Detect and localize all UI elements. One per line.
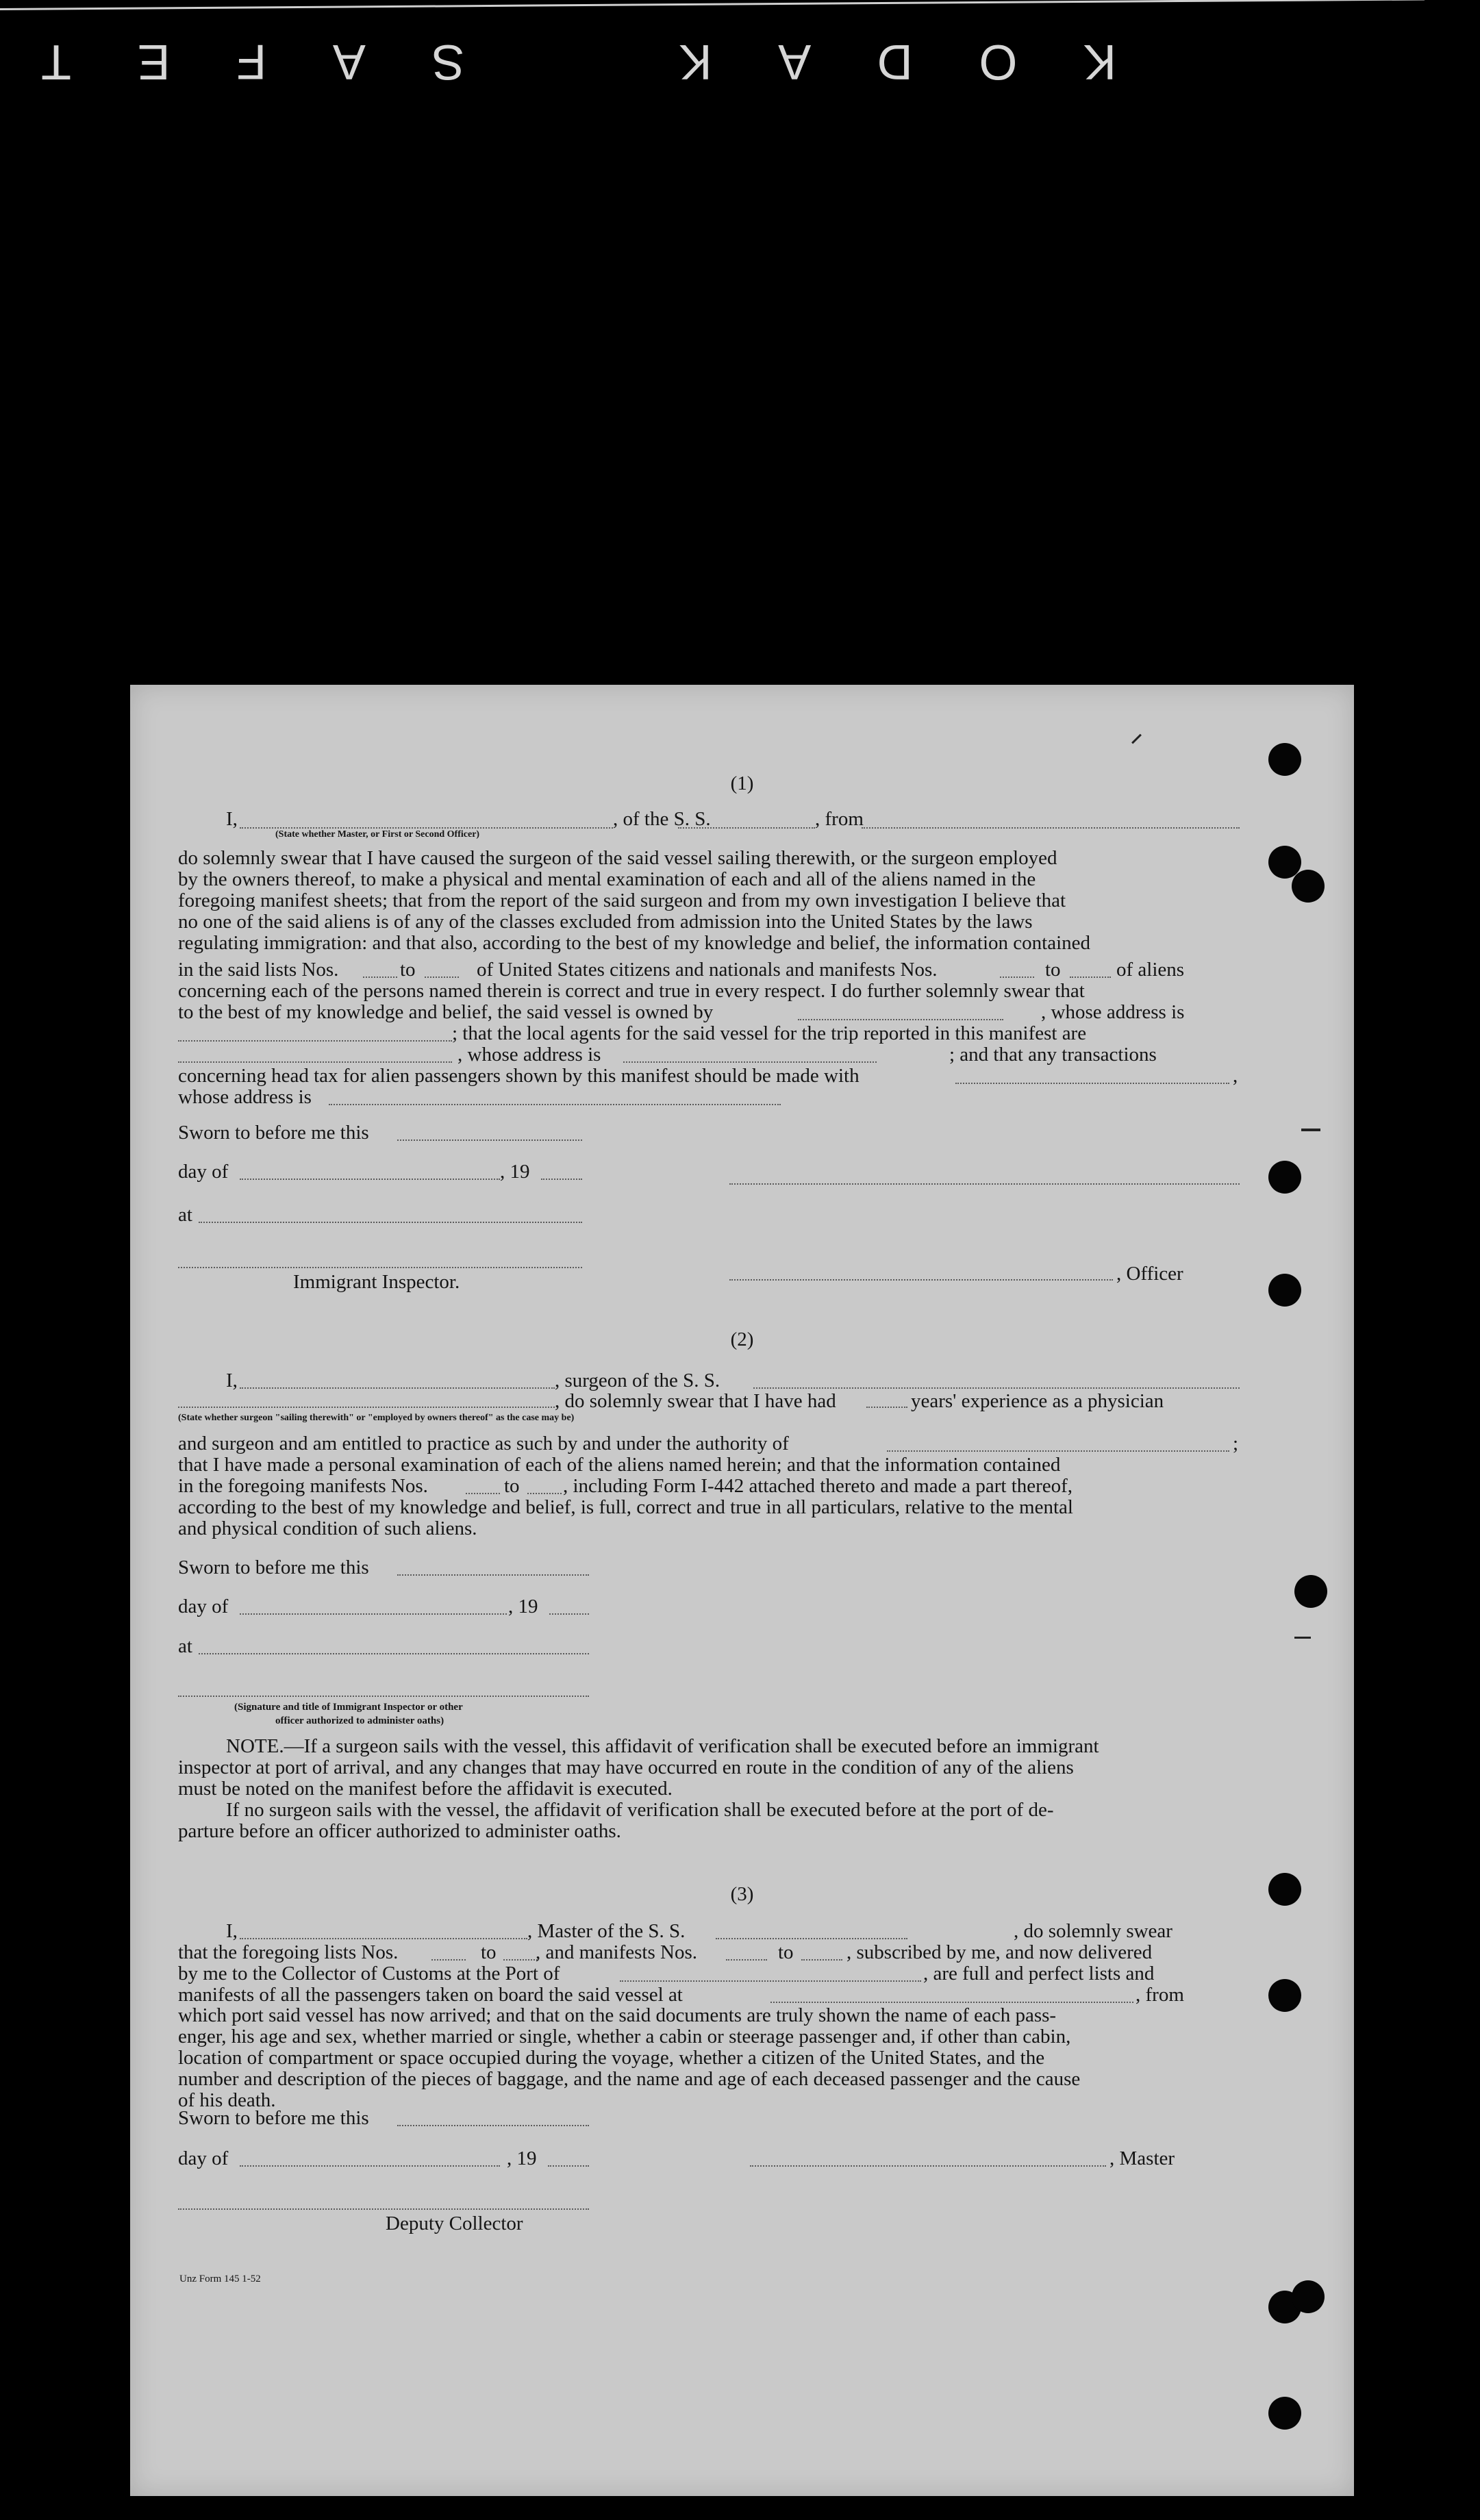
s2-day-of: day of [178,1596,229,1617]
s2-sig-note-2: officer authorized to administer oaths) [275,1715,444,1726]
s1-at: at [178,1204,192,1226]
signature-blank [178,1696,589,1697]
s1-l7: concerning each of the persons named therein is correct and true in every respect. I do further solemnly swear that [178,980,1085,1002]
blank [240,1387,555,1389]
s1-officer-blank [240,827,613,829]
s1-l6b: to [400,959,416,981]
edge-letter: O [979,34,1018,89]
inspector-sign-blank [178,1267,582,1268]
binder-hole [1268,2397,1301,2430]
s3-l2d: to [778,1941,794,1963]
blank [753,1387,1240,1389]
blank [548,2165,589,2167]
edge-letter: E [137,34,171,89]
blank [425,977,459,978]
blank [397,1574,589,1576]
s3-line: which port said vessel has now arrived; and that on the said documents are truly shown the name of each pass- [178,2004,1057,2026]
s1-l12: whose address is [178,1086,312,1108]
s1-l10b: ; and that any transactions [949,1044,1157,1066]
s2-sig-note-1: (Signature and title of Immigrant Inspector or other [234,1702,463,1713]
edge-letter: K [1083,34,1116,89]
section-2-number: (2) [730,1328,754,1350]
blank [363,977,397,978]
s3-collector: Deputy Collector [386,2213,523,2234]
s3-line: number and description of the pieces of baggage, and the name and age of each deceased passenger and the cause [178,2068,1081,2090]
blank [541,1179,582,1180]
blank [887,1450,1229,1452]
s1-line: regulating immigration: and that also, according to the best of my knowledge and belief, the information contained [178,932,1091,954]
blank [466,1493,500,1494]
section-1-number: (1) [730,772,754,794]
blank [770,2002,1133,2003]
s3-l2c: , and manifests Nos. [536,1941,697,1963]
manifest-affidavit-page [130,685,1354,2496]
blank [240,1179,500,1180]
blank [527,1493,562,1494]
s2-note-1: NOTE.—If a surgeon sails with the vessel, this affidavit of verification shall be executed before an immigrant [226,1735,1099,1757]
s1-l6a: in the said lists Nos. [178,959,339,981]
s2-l6: according to the best of my knowledge and belief, is full, correct and true in all particulars, relative to the mental [178,1496,1073,1518]
s1-l8b: , whose address is [1041,1001,1185,1023]
blank [397,2125,589,2126]
s1-l11b: , [1233,1065,1238,1087]
s3-l2e: , subscribed by me, and now delivered [846,1941,1153,1963]
s2-l5c: , including Form I-442 attached thereto and made a part thereof, [563,1475,1073,1497]
s1-l10a: , whose address is [457,1044,601,1066]
blank [431,1959,466,1961]
margin-mark [1301,1129,1320,1131]
master-sign-blank [750,2165,1106,2167]
blank [716,1938,907,1939]
binder-hole [1268,1161,1301,1194]
s2-note-4: If no surgeon sails with the vessel, the affidavit of verification shall be executed before at the port of de- [226,1799,1054,1821]
edge-letter: A [332,34,366,89]
s1-line: no one of the said aliens is of any of the classes excluded from admission into the United States by the laws [178,911,1033,933]
s1-day-of: day of [178,1161,229,1183]
s1-l11a: concerning head tax for alien passengers shown by this manifest should be made with [178,1065,860,1087]
blank [178,1061,452,1063]
blank [549,1613,589,1615]
edge-letter: A [778,34,812,89]
s1-l6c: of United States citizens and nationals and manifests Nos. [477,959,938,981]
s2-l5b: to [504,1475,520,1497]
s1-line: foregoing manifest sheets; that from the report of the said surgeon and from my own investigation I believe that [178,890,1066,911]
s2-swear-a: , do solemnly swear that I have had [555,1390,836,1412]
s1-body [178,848,1241,954]
blank [240,1938,527,1939]
s1-l8a: to the best of my knowledge and belief, the said vessel is owned by [178,1001,714,1023]
s3-master-of: , Master of the S. S. [527,1920,686,1942]
collector-sign-blank [178,2208,589,2210]
blank [801,1959,842,1961]
blank [726,1959,767,1961]
s3-l4b: , from [1136,1984,1184,2006]
signature-blank [729,1183,1240,1185]
s2-l5a: in the foregoing manifests Nos. [178,1475,428,1497]
blank [798,1019,1003,1020]
binder-hole [1294,1575,1327,1608]
blank [178,1407,555,1408]
s1-nineteen: , 19 [500,1161,530,1183]
blank [1070,977,1111,978]
s2-at: at [178,1635,192,1657]
s2-swear-b: years' experience as a physician [911,1390,1164,1412]
s1-from-blank [862,827,1240,829]
s3-body [178,2005,1241,2090]
s1-vessel-blank [678,827,815,829]
s1-line: by the owners thereof, to make a physical and mental examination of each and all of the aliens named in the [178,868,1036,890]
officer-sign-blank [729,1279,1113,1281]
s2-note-3: must be noted on the manifest before the affidavit is executed. [178,1778,673,1800]
s1-lead-i: I, [226,808,238,830]
blank [866,1407,907,1408]
s3-line: location of compartment or space occupied during the voyage, whether a citizen of the United States, and the [178,2047,1045,2069]
edge-letter: D [877,34,913,89]
s1-officer-note: (State whether Master, or First or Second Officer) [275,829,480,840]
margin-mark [1294,1637,1311,1639]
edge-letter: F [236,34,267,89]
s1-line: do solemnly swear that I have caused the surgeon of the said vessel sailing therewith, or the surgeon employed [178,847,1057,869]
s3-l3a: by me to the Collector of Customs at the Port of [178,1963,560,1985]
binder-hole [1268,743,1301,776]
s2-note-2: inspector at port of arrival, and any changes that may have occurred en route in the condition of any of the aliens [178,1756,1074,1778]
blank [199,1222,582,1223]
film-edge-line [0,0,1425,10]
binder-hole [1268,1274,1301,1307]
s1-inspector: Immigrant Inspector. [293,1271,460,1293]
section-3-number: (3) [730,1883,754,1905]
s2-note-5: parture before an officer authorized to administer oaths. [178,1820,621,1842]
s3-l2b: to [481,1941,497,1963]
blank [329,1104,781,1105]
s2-surgeon-of: , surgeon of the S. S. [555,1370,720,1391]
blank [397,1139,582,1141]
s3-l4a: manifests of all the passengers taken on board the said vessel at [178,1984,683,2006]
s2-l7: and physical condition of such aliens. [178,1517,477,1539]
s1-officer: , Officer [1116,1263,1183,1285]
blank [620,1980,921,1982]
s3-l2a: that the foregoing lists Nos. [178,1941,399,1963]
s2-l3a: and surgeon and am entitled to practice as such by and under the authority of [178,1433,789,1454]
s2-lead-i: I, [226,1370,238,1391]
s2-l4: that I have made a personal examination of each of the aliens named herein; and that the information contained [178,1454,1061,1476]
s3-line: enger, his age and sex, whether married or single, whether a cabin or steerage passenger and, if other than cabin, [178,2026,1071,2048]
s2-surgeon-note: (State whether surgeon "sailing therewith" or "employed by owners thereof" as the case may be) [178,1413,575,1423]
s1-from: , from [815,808,864,830]
s3-sworn: Sworn to before me this [178,2107,369,2129]
binder-hole [1292,2280,1325,2313]
s2-nineteen: , 19 [508,1596,538,1617]
blank [955,1083,1229,1084]
s2-sworn: Sworn to before me this [178,1557,369,1578]
binder-hole [1292,870,1325,903]
blank [503,1959,538,1961]
blank [623,1061,877,1063]
blank [178,1040,452,1042]
s3-lead-i: I, [226,1920,238,1942]
form-id: Unz Form 145 1-52 [179,2273,261,2284]
s1-l9: ; that the local agents for the said vessel for the trip reported in this manifest are [452,1022,1087,1044]
edge-letter: T [41,34,72,89]
s3-l3b: , are full and perfect lists and [923,1963,1155,1985]
edge-letter: K [679,34,712,89]
kodak-safety-film-edge-print [41,31,1116,92]
margin-mark [1131,734,1142,744]
blank [199,1653,589,1654]
edge-letter: S [431,34,465,89]
blank [240,1613,507,1615]
s1-of-ss: , of the S. S. [613,808,711,830]
s3-last-line: of his death. [178,2089,276,2111]
s3-day-of: day of [178,2147,229,2169]
blank [1000,977,1034,978]
s1-l6e: of aliens [1116,959,1185,981]
s3-nineteen: , 19 [507,2147,537,2169]
s1-sworn: Sworn to before me this [178,1122,369,1144]
s1-l6d: to [1045,959,1061,981]
s3-swear: , do solemnly swear [1014,1920,1172,1942]
s2-l3b: ; [1233,1433,1239,1454]
binder-hole [1268,1979,1301,2012]
s3-master: , Master [1109,2147,1175,2169]
blank [240,2165,500,2167]
